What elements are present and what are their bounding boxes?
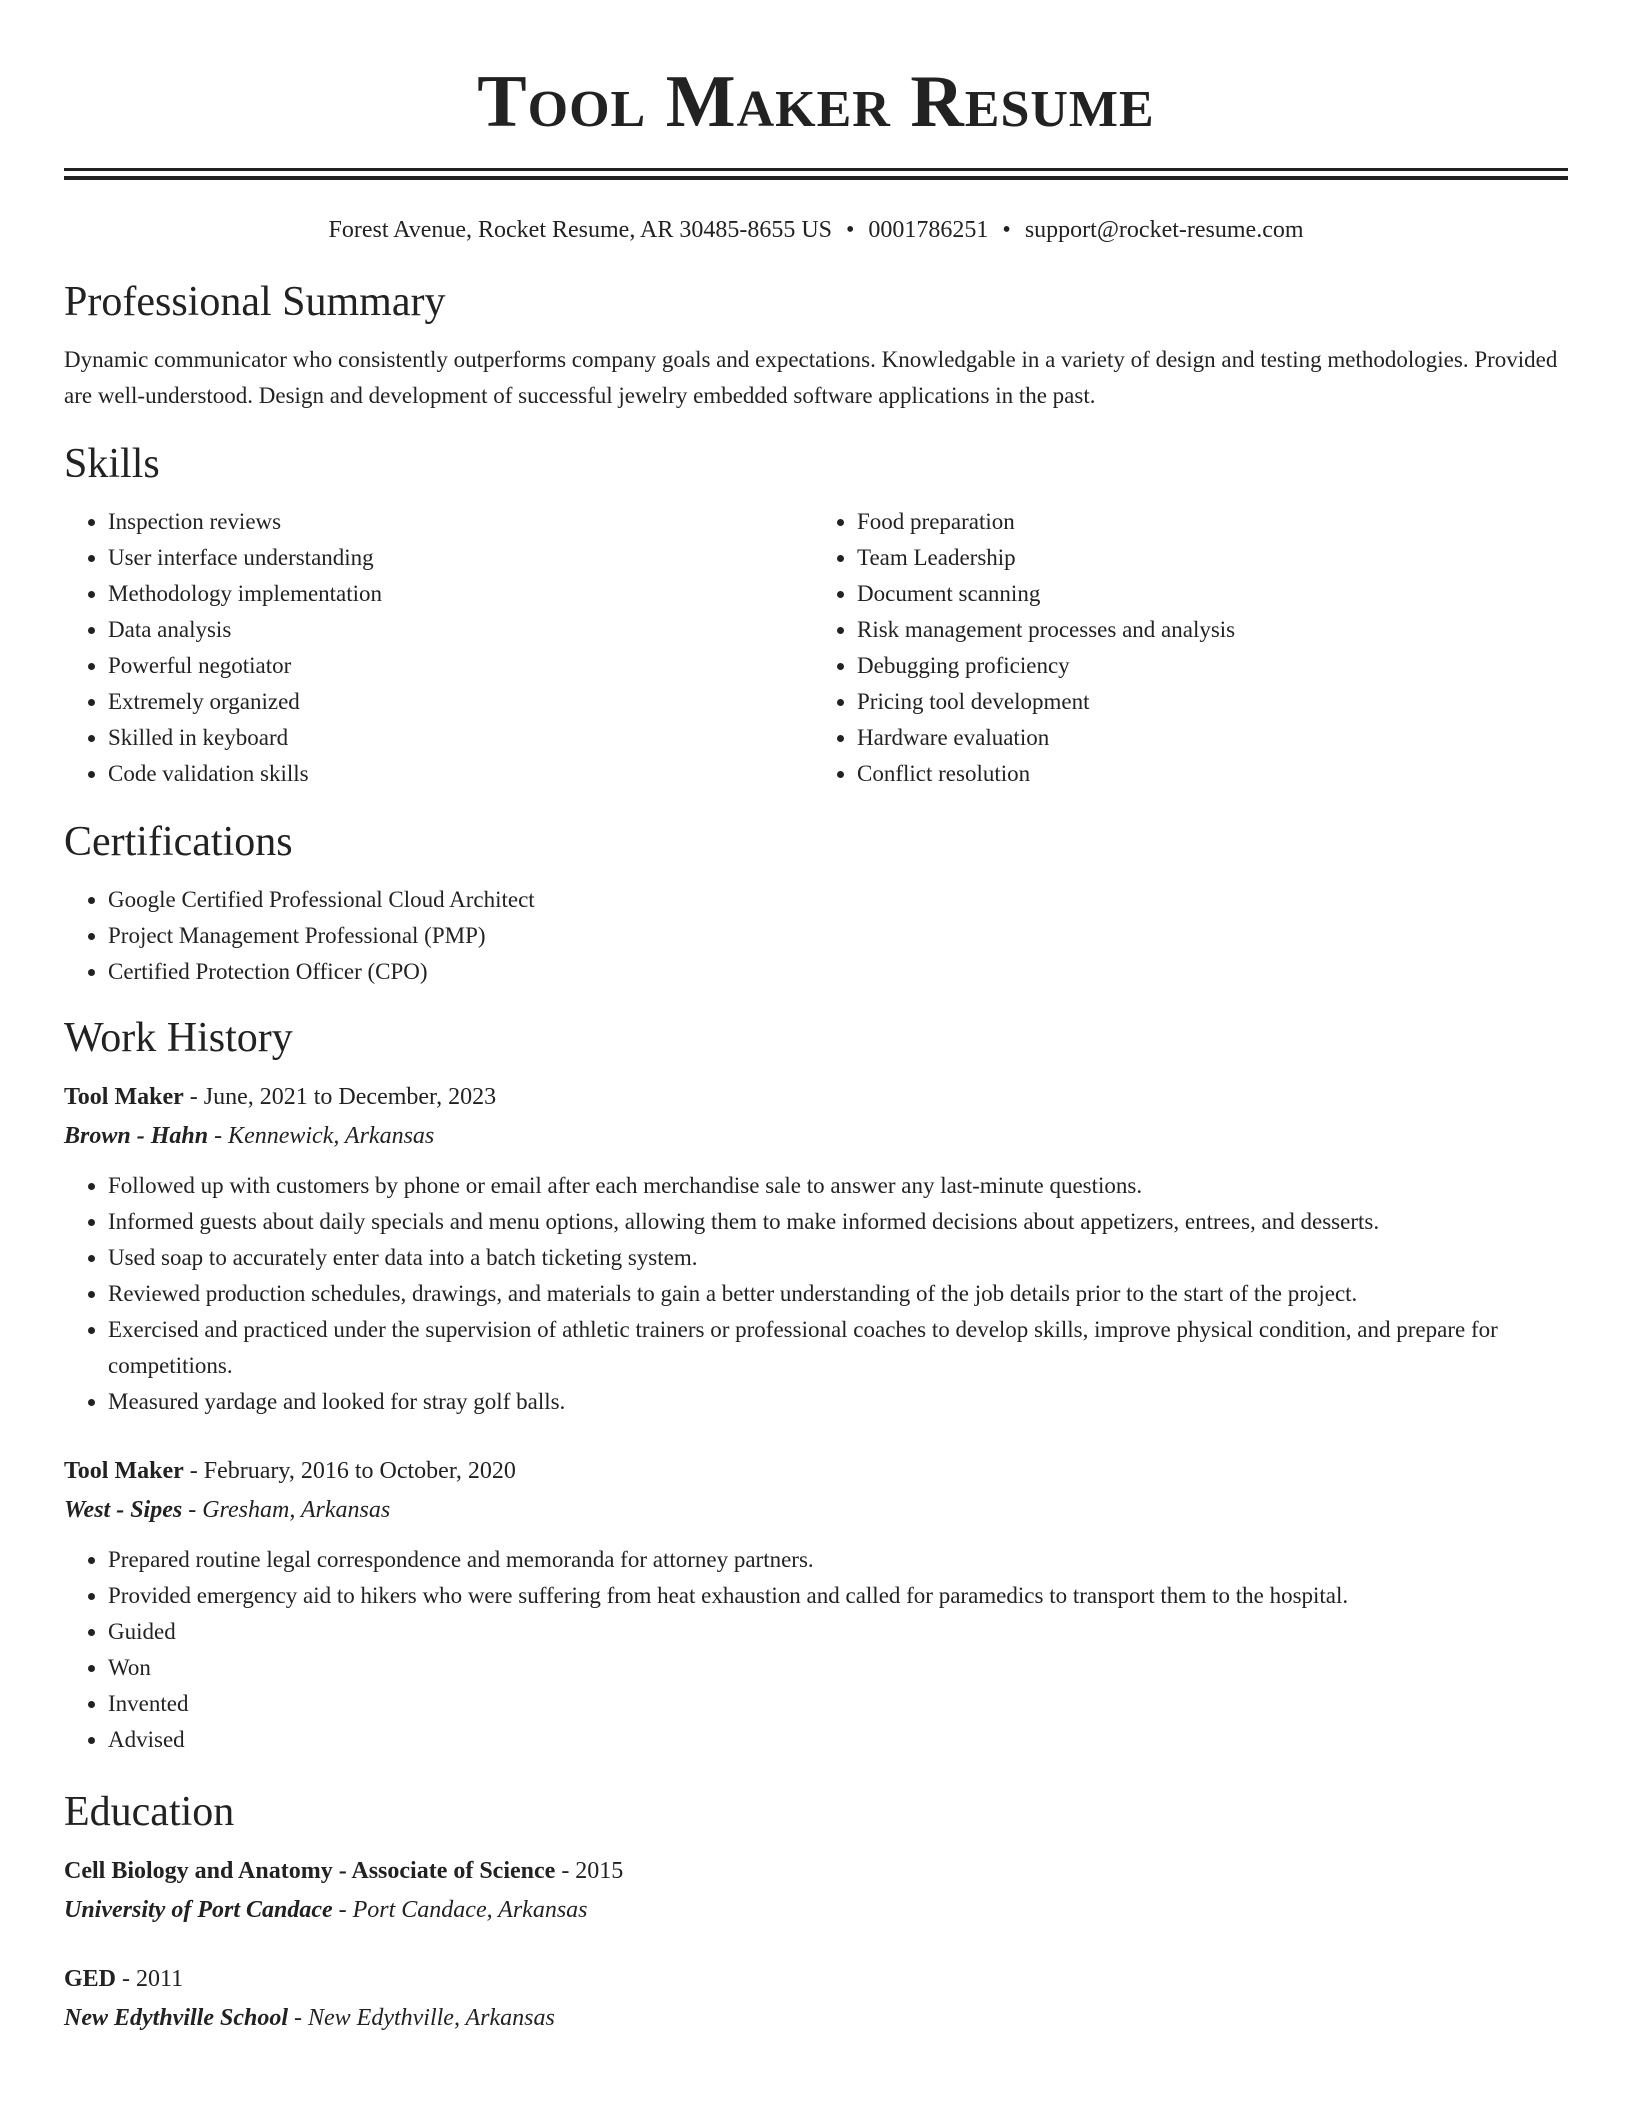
job-bullet: • Used soap to accurately enter data into a batch ticketing system. xyxy=(108,1240,1568,1276)
skill-item: • Team Leadership xyxy=(857,540,1568,576)
skill-item: • Risk management processes and analysis xyxy=(857,612,1568,648)
job-bullet: • Prepared routine legal correspondence and memoranda for attorney partners. xyxy=(108,1542,1568,1578)
skill-item: • Food preparation xyxy=(857,504,1568,540)
education-school: University of Port Candace xyxy=(64,1897,333,1923)
contact-phone: 0001786251 xyxy=(868,217,989,243)
skills-heading: Skills xyxy=(64,441,160,487)
skill-item: • Powerful negotiator xyxy=(108,648,819,684)
education-year: - 2015 xyxy=(555,1858,624,1884)
education-location: - Port Candace, Arkansas xyxy=(332,1897,588,1923)
certifications-heading: Certifications xyxy=(64,819,293,865)
education-year: - 2011 xyxy=(116,1966,184,1992)
skill-item: • User interface understanding xyxy=(108,540,819,576)
job-bullet: • Guided xyxy=(108,1614,1568,1650)
skill-item: • Code validation skills xyxy=(108,756,819,792)
summary-heading: Professional Summary xyxy=(64,279,446,325)
job-company: Brown - Hahn xyxy=(64,1123,209,1149)
education-degree: Cell Biology and Anatomy - Associate of Science xyxy=(64,1858,556,1884)
job-dates: - June, 2021 to December, 2023 xyxy=(183,1084,497,1110)
job-bullets xyxy=(64,1542,1568,1758)
skill-item: • Data analysis xyxy=(108,612,819,648)
job-dates: - February, 2016 to October, 2020 xyxy=(183,1458,516,1484)
job-role: Tool Maker xyxy=(64,1084,184,1110)
contact-separator: • xyxy=(1002,217,1011,243)
certifications-list xyxy=(64,882,1568,990)
job-location: - Kennewick, Arkansas xyxy=(208,1123,435,1149)
job-header xyxy=(64,1078,1568,1116)
job-employer xyxy=(64,1116,1568,1156)
skill-item: • Inspection reviews xyxy=(108,504,819,540)
job-bullet: • Advised xyxy=(108,1722,1568,1758)
education-institution xyxy=(64,1998,1568,2038)
job-bullet: • Exercised and practiced under the supervision of athletic trainers or professional coaches to develop skills, improve physical condition, and prepare for competitions. xyxy=(108,1312,1568,1384)
skill-item: • Pricing tool development xyxy=(857,684,1568,720)
contact-email: support@rocket-resume.com xyxy=(1024,217,1304,243)
skill-item: • Debugging proficiency xyxy=(857,648,1568,684)
job-bullet: • Measured yardage and looked for stray golf balls. xyxy=(108,1384,1568,1420)
job-bullet: • Reviewed production schedules, drawings, and materials to gain a better understanding of the job details prior to the start of the project. xyxy=(108,1276,1568,1312)
job-employer xyxy=(64,1490,1568,1530)
skill-item: • Conflict resolution xyxy=(857,756,1568,792)
education-school: New Edythville School xyxy=(64,2005,288,2031)
skills-columns xyxy=(64,504,1568,792)
job-bullet: • Won xyxy=(108,1650,1568,1686)
education-institution xyxy=(64,1890,1568,1930)
skill-item: • Extremely organized xyxy=(108,684,819,720)
job-bullet: • Informed guests about daily specials and menu options, allowing them to make informed decisions about appetizers, entrees, and desserts. xyxy=(108,1204,1568,1240)
job-bullet: • Invented xyxy=(108,1686,1568,1722)
skill-item: • Skilled in keyboard xyxy=(108,720,819,756)
certification-item: • Google Certified Professional Cloud Architect xyxy=(108,882,1568,918)
page-title: Tool Maker Resume xyxy=(477,61,1155,143)
skill-item: • Document scanning xyxy=(857,576,1568,612)
certification-item: • Project Management Professional (PMP) xyxy=(108,918,1568,954)
skills-list-left xyxy=(64,504,819,792)
job-company: West - Sipes xyxy=(64,1497,183,1523)
work-history-heading: Work History xyxy=(64,1015,293,1061)
education-degree: GED xyxy=(64,1966,117,1992)
job-location: - Gresham, Arkansas xyxy=(182,1497,391,1523)
summary-text: Dynamic communicator who consistently outperforms company goals and expectations. Knowledgable in a variety of design and testing methodologies. Provided are well-understood. Design and development of successful jewelry embedded software applications in the past. xyxy=(64,347,1558,408)
skill-item: • Hardware evaluation xyxy=(857,720,1568,756)
title-rule-bottom xyxy=(64,176,1568,180)
education-header xyxy=(64,1852,1568,1890)
education-heading: Education xyxy=(64,1789,235,1835)
title-rule-top xyxy=(64,168,1568,171)
job-header xyxy=(64,1452,1568,1490)
skill-item: • Methodology implementation xyxy=(108,576,819,612)
contact-separator: • xyxy=(846,217,855,243)
contact-address: Forest Avenue, Rocket Resume, AR 30485-8655 US xyxy=(328,217,833,243)
job-role: Tool Maker xyxy=(64,1458,184,1484)
certification-item: • Certified Protection Officer (CPO) xyxy=(108,954,1568,990)
job-bullets xyxy=(64,1168,1568,1420)
education-header xyxy=(64,1960,1568,1998)
job-bullet: • Provided emergency aid to hikers who were suffering from heat exhaustion and called for paramedics to transport them to the hospital. xyxy=(108,1578,1568,1614)
education-location: - New Edythville, Arkansas xyxy=(288,2005,555,2031)
job-bullet: • Followed up with customers by phone or email after each merchandise sale to answer any last-minute questions. xyxy=(108,1168,1568,1204)
skills-list-right xyxy=(819,504,1568,792)
contact-line xyxy=(64,214,1568,246)
